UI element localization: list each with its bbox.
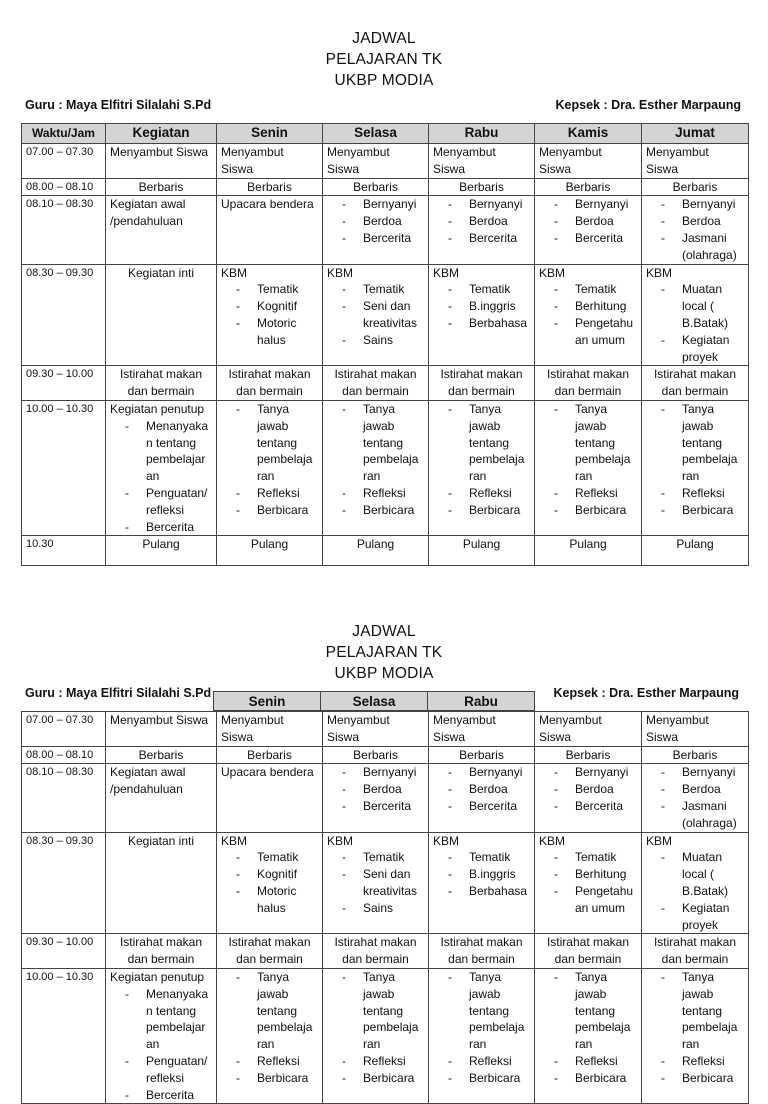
day-cell: Berbaris — [323, 746, 429, 764]
day-cell: Menyambut Siswa — [217, 712, 323, 747]
kegiatan-cell: Menyambut Siswa — [106, 144, 217, 179]
col-header-senin: Senin — [217, 124, 323, 144]
kegiatan-cell: Menyambut Siswa — [106, 712, 217, 747]
list-item: - Seni dan kreativitas — [327, 866, 424, 900]
list-item: - Tanya jawab tentang pembelaja ran — [539, 401, 637, 485]
list-item: - Berbicara — [539, 502, 637, 519]
col-header-rabu: Rabu — [429, 124, 535, 144]
list-item: - Tematik — [539, 281, 637, 298]
list-item: - Berdoa — [433, 213, 530, 230]
day-cell — [217, 968, 323, 1103]
document-title — [0, 621, 768, 682]
list-item: - Refleksi — [221, 485, 318, 502]
kegiatan-cell: Kegiatan inti — [106, 264, 217, 366]
list-item: - Bernyanyi — [646, 764, 744, 781]
col-header-kegiatan: Kegiatan — [106, 124, 217, 144]
day-cell — [323, 968, 429, 1103]
list-item: - Berhitung — [539, 866, 637, 883]
time-cell: 09.30 – 10.00 — [22, 366, 106, 401]
day-cell: Upacara bendera — [217, 764, 323, 832]
kbm-label: KBM — [327, 833, 354, 848]
day-cell — [535, 832, 642, 934]
day-cell — [642, 264, 749, 366]
day-cell — [535, 764, 642, 832]
list-item: - Berhitung — [539, 298, 637, 315]
kbm-label: KBM — [221, 833, 248, 848]
day-cell: Istirahat makan dan bermain — [217, 934, 323, 969]
kbm-label: KBM — [646, 265, 673, 280]
time-cell: 08.30 – 09.30 — [22, 832, 106, 934]
list-item: - Refleksi — [327, 485, 424, 502]
list-item: - Berdoa — [646, 781, 744, 798]
title-line-1: JADWAL — [352, 30, 416, 47]
list-item: - Motoric halus — [221, 315, 318, 349]
kegiatan-cell: Kegiatan awal /pendahuluan — [106, 196, 217, 264]
list-item: - Berdoa — [433, 781, 530, 798]
title-line-1: JADWAL — [352, 623, 416, 640]
list-item: - Motoric halus — [221, 883, 318, 917]
list-item: - Tematik — [327, 281, 424, 298]
day-cell: Istirahat makan dan bermain — [323, 934, 429, 969]
kegiatan-label: Kegiatan penutup — [110, 401, 205, 416]
table-row — [22, 832, 749, 934]
day-cell: Istirahat makan dan bermain — [642, 934, 749, 969]
title-line-3-clipped: UKBP MODIA — [334, 72, 434, 89]
table-row — [22, 934, 749, 969]
list-item: - Tematik — [221, 281, 318, 298]
list-item: - Berbicara — [539, 1070, 637, 1087]
col-header-rabu: Rabu — [428, 692, 535, 711]
table-header-row — [22, 124, 749, 144]
day-cell — [535, 264, 642, 366]
kegiatan-cell — [106, 968, 217, 1103]
day-cell: Berbaris — [642, 746, 749, 764]
list-item: - Tematik — [539, 849, 637, 866]
list-item: - Berbicara — [327, 1070, 424, 1087]
list-item: - Menanyaka n tentang pembelajar an — [110, 418, 212, 485]
day-cell: Berbaris — [642, 178, 749, 196]
kbm-label: KBM — [539, 265, 566, 280]
day-cell — [429, 968, 535, 1103]
day-cell — [429, 832, 535, 934]
list-item: - Bercerita — [433, 798, 530, 815]
list-item: - Tanya jawab tentang pembelaja ran — [221, 969, 318, 1053]
time-cell: 10.00 – 10.30 — [22, 400, 106, 535]
list-item: - Berbicara — [433, 502, 530, 519]
day-cell: Berbaris — [323, 178, 429, 196]
list-item: - Berdoa — [327, 213, 424, 230]
table-row — [22, 178, 749, 196]
list-item: - Seni dan kreativitas — [327, 298, 424, 332]
kegiatan-label: Kegiatan penutup — [110, 969, 205, 984]
principal-name: Kepsek : Dra. Esther Marpaung — [555, 98, 741, 112]
day-cell: Upacara bendera — [217, 196, 323, 264]
col-header-waktu: Waktu/Jam — [22, 124, 106, 144]
kegiatan-cell: Pulang — [106, 536, 217, 566]
list-item: - Bernyanyi — [539, 196, 637, 213]
list-item: - Refleksi — [646, 1053, 744, 1070]
list-item: - Pengetahu an umum — [539, 315, 637, 349]
list-item: - Bercerita — [110, 519, 212, 536]
kegiatan-cell: Berbaris — [106, 746, 217, 764]
kbm-label: KBM — [539, 833, 566, 848]
list-item: - Berbicara — [221, 502, 318, 519]
kegiatan-cell: Kegiatan inti — [106, 832, 217, 934]
day-cell: Berbaris — [429, 178, 535, 196]
day-cell — [323, 264, 429, 366]
col-header-jumat: Jumat — [642, 124, 749, 144]
list-item: - Menanyaka n tentang pembelajar an — [110, 986, 212, 1053]
time-cell: 10.00 – 10.30 — [22, 968, 106, 1103]
day-cell — [642, 196, 749, 264]
day-cell — [535, 968, 642, 1103]
list-item: - Berbicara — [327, 502, 424, 519]
list-item: - Berbahasa — [433, 883, 530, 900]
table-row — [22, 712, 749, 747]
schedule-table — [21, 123, 749, 566]
day-cell — [323, 400, 429, 535]
list-item: - Jasmani (olahraga) — [646, 230, 744, 264]
list-item: - Muatan local ( B.Batak) — [646, 281, 744, 331]
time-cell: 07.00 – 07.30 — [22, 144, 106, 179]
list-item: - Bercerita — [433, 230, 530, 247]
list-item: - Tematik — [327, 849, 424, 866]
table-row — [22, 264, 749, 366]
list-item: - Jasmani (olahraga) — [646, 798, 744, 832]
list-item: - Muatan local ( B.Batak) — [646, 849, 744, 899]
day-cell: Pulang — [642, 536, 749, 566]
list-item: - Kegiatan proyek — [646, 332, 744, 366]
day-cell: Pulang — [323, 536, 429, 566]
list-item: - Bercerita — [539, 798, 637, 815]
schedule-table — [21, 711, 749, 1104]
day-cell: Menyambut Siswa — [429, 712, 535, 747]
list-item: - Bernyanyi — [646, 196, 744, 213]
col-header-selasa: Selasa — [323, 124, 429, 144]
day-cell: Berbaris — [429, 746, 535, 764]
time-cell: 07.00 – 07.30 — [22, 712, 106, 747]
list-item: - Tanya jawab tentang pembelaja ran — [646, 401, 744, 485]
list-item: - Berbicara — [433, 1070, 530, 1087]
list-item: - Bercerita — [327, 230, 424, 247]
day-cell: Menyambut Siswa — [642, 144, 749, 179]
list-item: - Sains — [327, 332, 424, 349]
day-cell: Istirahat makan dan bermain — [429, 366, 535, 401]
day-cell: Menyambut Siswa — [535, 712, 642, 747]
list-item: - Bernyanyi — [327, 196, 424, 213]
list-item: - Kegiatan proyek — [646, 900, 744, 934]
day-cell — [323, 764, 429, 832]
day-cell — [535, 400, 642, 535]
kbm-label: KBM — [433, 265, 460, 280]
list-item: - Kognitif — [221, 298, 318, 315]
kegiatan-cell: Berbaris — [106, 178, 217, 196]
day-cell: Berbaris — [217, 178, 323, 196]
kegiatan-cell: Istirahat makan dan bermain — [106, 934, 217, 969]
day-cell — [217, 400, 323, 535]
list-item: - Bercerita — [327, 798, 424, 815]
list-item: - Tanya jawab tentang pembelaja ran — [646, 969, 744, 1053]
title-line-2: PELAJARAN TK — [325, 644, 443, 661]
floating-header-row — [213, 691, 535, 711]
list-item: - Bercerita — [539, 230, 637, 247]
list-item: - Tanya jawab tentang pembelaja ran — [327, 401, 424, 485]
time-cell: 08.30 – 09.30 — [22, 264, 106, 366]
day-cell: Menyambut Siswa — [642, 712, 749, 747]
day-cell: Istirahat makan dan bermain — [535, 366, 642, 401]
time-cell: 10.30 — [22, 536, 106, 566]
list-item: - Refleksi — [539, 1053, 637, 1070]
list-item: - Tanya jawab tentang pembelaja ran — [433, 401, 530, 485]
day-cell — [217, 832, 323, 934]
title-line-2: PELAJARAN TK — [325, 51, 443, 68]
table-row — [22, 196, 749, 264]
list-item: - Berdoa — [646, 213, 744, 230]
principal-name: Kepsek : Dra. Esther Marpaung — [553, 686, 739, 700]
day-cell: Menyambut Siswa — [429, 144, 535, 179]
kegiatan-cell: Istirahat makan dan bermain — [106, 366, 217, 401]
day-cell: Istirahat makan dan bermain — [217, 366, 323, 401]
list-item: - Bernyanyi — [433, 764, 530, 781]
list-item: - Refleksi — [327, 1053, 424, 1070]
day-cell — [323, 832, 429, 934]
table-row — [22, 746, 749, 764]
teacher-name: Guru : Maya Elfitri Silalahi S.Pd — [25, 98, 212, 112]
time-cell: 08.00 – 08.10 — [22, 746, 106, 764]
list-item: - B.inggris — [433, 866, 530, 883]
list-item: - Bernyanyi — [539, 764, 637, 781]
day-cell — [535, 196, 642, 264]
document-title — [0, 28, 768, 89]
day-cell — [642, 400, 749, 535]
day-cell — [429, 400, 535, 535]
list-item: - Berbicara — [221, 1070, 318, 1087]
day-cell: Menyambut Siswa — [535, 144, 642, 179]
day-cell — [642, 968, 749, 1103]
list-item: - Tanya jawab tentang pembelaja ran — [221, 401, 318, 485]
list-item: - Berdoa — [327, 781, 424, 798]
list-item: - Berdoa — [539, 213, 637, 230]
list-item: - Sains — [327, 900, 424, 917]
day-cell — [429, 764, 535, 832]
time-cell: 08.10 – 08.30 — [22, 764, 106, 832]
list-item: - Bercerita — [110, 1087, 212, 1104]
list-item: - Tanya jawab tentang pembelaja ran — [539, 969, 637, 1053]
list-item: - Berbicara — [646, 502, 744, 519]
day-cell: Menyambut Siswa — [217, 144, 323, 179]
day-cell: Berbaris — [535, 178, 642, 196]
kbm-label: KBM — [327, 265, 354, 280]
day-cell: Istirahat makan dan bermain — [429, 934, 535, 969]
day-cell: Pulang — [535, 536, 642, 566]
list-item: - Bernyanyi — [327, 764, 424, 781]
day-cell: Menyambut Siswa — [323, 144, 429, 179]
list-item: - Kognitif — [221, 866, 318, 883]
time-cell: 09.30 – 10.00 — [22, 934, 106, 969]
list-item: - Tematik — [433, 849, 530, 866]
list-item: - Refleksi — [433, 485, 530, 502]
list-item: - Refleksi — [539, 485, 637, 502]
day-cell — [217, 264, 323, 366]
list-item: - Refleksi — [646, 485, 744, 502]
day-cell: Istirahat makan dan bermain — [323, 366, 429, 401]
time-cell: 08.00 – 08.10 — [22, 178, 106, 196]
table-row — [22, 366, 749, 401]
table-row — [22, 968, 749, 1103]
kegiatan-cell: Kegiatan awal /pendahuluan — [106, 764, 217, 832]
list-item: - Refleksi — [221, 1053, 318, 1070]
col-header-selasa: Selasa — [321, 692, 428, 711]
teacher-name: Guru : Maya Elfitri Silalahi S.Pd — [25, 686, 212, 700]
day-cell: Istirahat makan dan bermain — [642, 366, 749, 401]
list-item: - Berdoa — [539, 781, 637, 798]
title-line-3-clipped: UKBP MODIA — [334, 665, 434, 682]
table-row — [22, 400, 749, 535]
table-row — [22, 144, 749, 179]
day-cell — [323, 196, 429, 264]
day-cell: Istirahat makan dan bermain — [535, 934, 642, 969]
list-item: - Tanya jawab tentang pembelaja ran — [327, 969, 424, 1053]
day-cell: Pulang — [429, 536, 535, 566]
kbm-label: KBM — [221, 265, 248, 280]
list-item: - B.inggris — [433, 298, 530, 315]
kbm-label: KBM — [646, 833, 673, 848]
col-header-kamis: Kamis — [535, 124, 642, 144]
list-item: - Tanya jawab tentang pembelaja ran — [433, 969, 530, 1053]
list-item: - Tematik — [221, 849, 318, 866]
day-cell — [642, 832, 749, 934]
time-cell: 08.10 – 08.30 — [22, 196, 106, 264]
list-item: - Bernyanyi — [433, 196, 530, 213]
day-cell — [429, 196, 535, 264]
day-cell — [429, 264, 535, 366]
day-cell — [642, 764, 749, 832]
table-row — [22, 536, 749, 566]
list-item: - Pengetahu an umum — [539, 883, 637, 917]
day-cell: Menyambut Siswa — [323, 712, 429, 747]
col-header-senin: Senin — [214, 692, 321, 711]
list-item: - Penguatan/ refleksi — [110, 1053, 212, 1087]
list-item: - Tematik — [433, 281, 530, 298]
day-cell: Berbaris — [217, 746, 323, 764]
list-item: - Berbicara — [646, 1070, 744, 1087]
kbm-label: KBM — [433, 833, 460, 848]
kegiatan-cell — [106, 400, 217, 535]
table-row — [22, 764, 749, 832]
list-item: - Refleksi — [433, 1053, 530, 1070]
day-cell: Berbaris — [535, 746, 642, 764]
list-item: - Berbahasa — [433, 315, 530, 332]
day-cell: Pulang — [217, 536, 323, 566]
list-item: - Penguatan/ refleksi — [110, 485, 212, 519]
